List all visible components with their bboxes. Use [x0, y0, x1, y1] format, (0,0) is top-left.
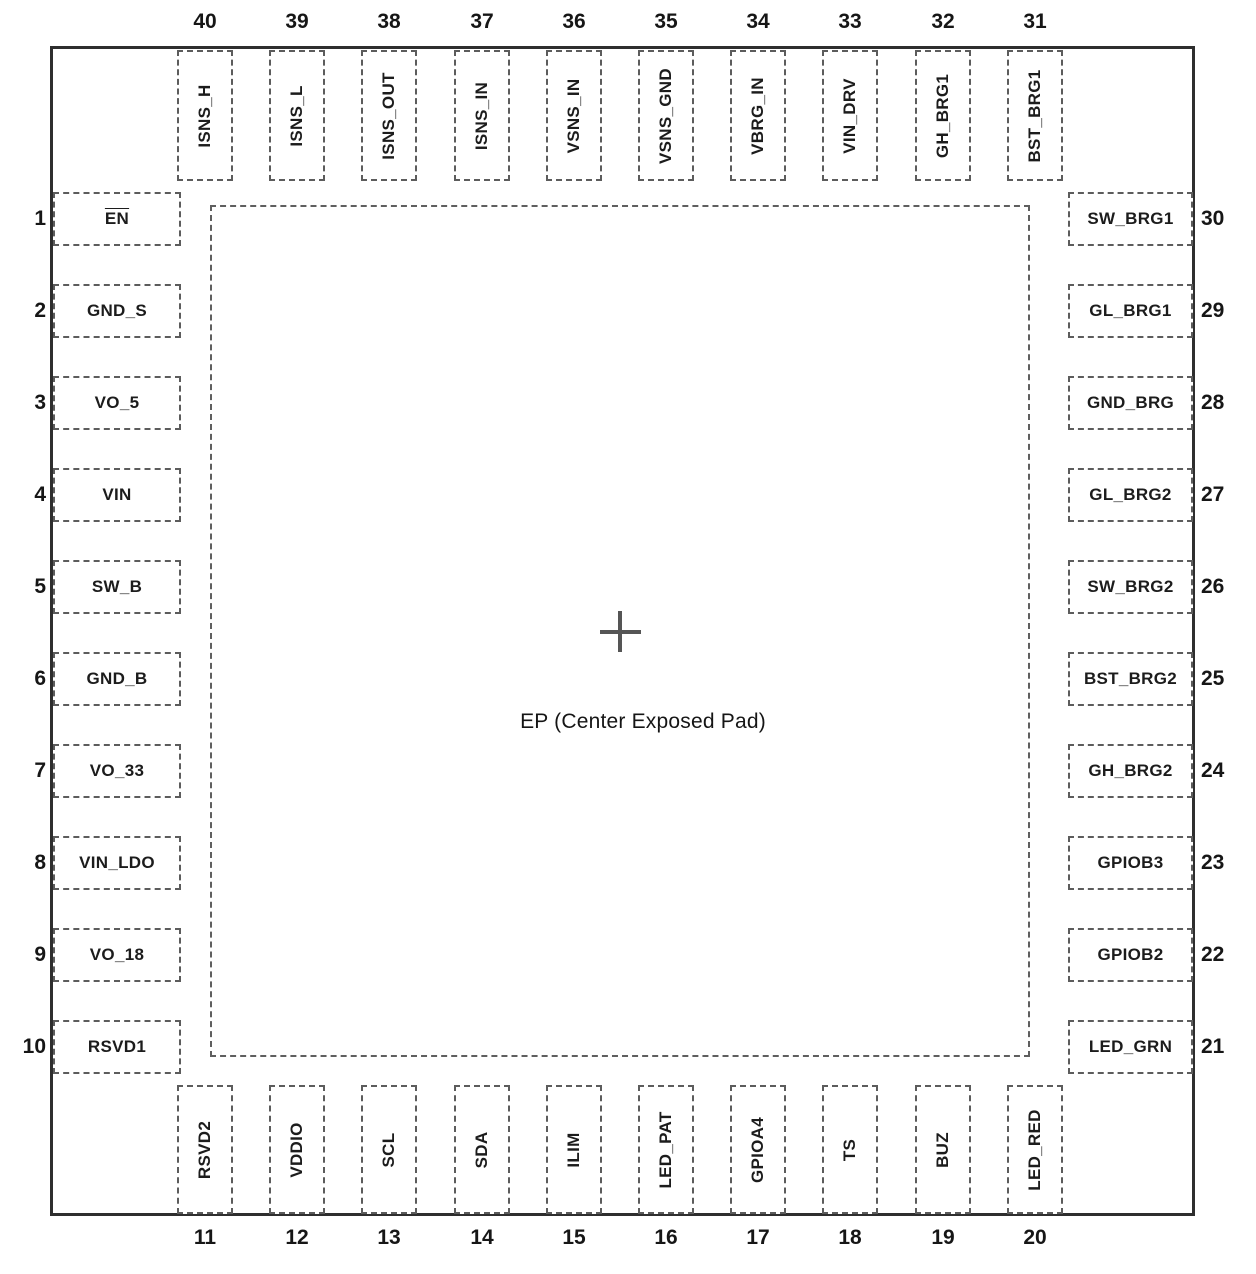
pin-40-box — [177, 50, 233, 181]
pin-37-label: ISNS_IN — [472, 81, 491, 150]
pin-12-box — [269, 1085, 325, 1214]
pin-8-label: VIN_LDO — [79, 853, 155, 872]
pin-18-label: TS — [840, 1138, 859, 1161]
pin-34-box — [730, 50, 786, 181]
pin-28-label: GND_BRG — [1086, 393, 1175, 412]
pin-3-number: 3 — [34, 391, 46, 414]
pin-4-box — [53, 468, 181, 522]
pin-5-number: 5 — [34, 575, 46, 598]
pin-6-box — [53, 652, 181, 706]
pin-33-number: 33 — [838, 10, 862, 33]
pin-16-label: LED_PAT — [656, 1110, 675, 1189]
pin-24-label: GH_BRG2 — [1088, 761, 1173, 780]
pin-27-number: 27 — [1201, 483, 1225, 506]
pin-37-number: 37 — [470, 10, 494, 33]
pin-14-number: 14 — [470, 1226, 494, 1249]
pin-22-number: 22 — [1201, 943, 1225, 966]
pin-19-box — [915, 1085, 971, 1214]
pin-7-number: 7 — [34, 759, 46, 782]
pin-36-label: VSNS_IN — [564, 78, 583, 153]
pin-2-label: GND_S — [86, 301, 148, 320]
pin-38-box — [361, 50, 417, 181]
pin-18-number: 18 — [838, 1226, 862, 1249]
pin-16-number: 16 — [654, 1226, 678, 1249]
pin-29-number: 29 — [1201, 299, 1225, 322]
pin-3-label: VO_5 — [94, 393, 140, 412]
pin-13-box — [361, 1085, 417, 1214]
exposed-pad-label: EP (Center Exposed Pad) — [520, 710, 766, 733]
pin-21-number: 21 — [1201, 1035, 1225, 1058]
pin-24-number: 24 — [1201, 759, 1225, 782]
pin-4-number: 4 — [34, 483, 46, 506]
pin-10-number: 10 — [22, 1035, 46, 1058]
pin-13-number: 13 — [377, 1226, 401, 1249]
pin-38-label: ISNS_OUT — [379, 71, 398, 160]
pin-40-label: ISNS_H — [195, 83, 214, 148]
pin-4-label: VIN — [102, 485, 132, 504]
pin-26-number: 26 — [1201, 575, 1225, 598]
pin-22-box — [1068, 928, 1193, 982]
pin-1-label: $\overline{EN}$ — [104, 209, 130, 228]
pin-20-label: LED_RED — [1025, 1108, 1044, 1191]
pin-1-number: 1 — [34, 207, 46, 230]
pin-12-label: VDDIO — [287, 1121, 306, 1178]
pin-10-label: RSVD1 — [87, 1037, 147, 1056]
pin-32-box — [915, 50, 971, 181]
pin-31-number: 31 — [1023, 10, 1047, 33]
pin-20-box — [1007, 1085, 1063, 1214]
pin-27-box — [1068, 468, 1193, 522]
pin-32-number: 32 — [931, 10, 955, 33]
pin-23-number: 23 — [1201, 851, 1225, 874]
pin-19-number: 19 — [931, 1226, 955, 1249]
pin-11-box — [177, 1085, 233, 1214]
pin-40-number: 40 — [193, 10, 217, 33]
pin-27-label: GL_BRG2 — [1089, 485, 1172, 504]
pin-35-box — [638, 50, 694, 181]
pin-22-label: GPIOB2 — [1097, 945, 1164, 964]
pin-23-box — [1068, 836, 1193, 890]
pin-3-box — [53, 376, 181, 430]
pin-1-box — [53, 192, 181, 246]
pin-15-number: 15 — [562, 1226, 586, 1249]
pin-6-label: GND_B — [86, 669, 148, 688]
pin-20-number: 20 — [1023, 1226, 1047, 1249]
pin-10-box — [53, 1020, 181, 1074]
pin-19-label: BUZ — [933, 1131, 952, 1168]
pin-39-box — [269, 50, 325, 181]
pin-18-box — [822, 1085, 878, 1214]
pin-24-box — [1068, 744, 1193, 798]
pin-36-number: 36 — [562, 10, 586, 33]
pin-38-number: 38 — [377, 10, 401, 33]
pin-30-box — [1068, 192, 1193, 246]
pin-37-box — [454, 50, 510, 181]
pin-34-number: 34 — [746, 10, 770, 33]
pin-8-number: 8 — [34, 851, 46, 874]
pin-9-box — [53, 928, 181, 982]
pin-30-label: SW_BRG1 — [1087, 209, 1174, 228]
pin-26-box — [1068, 560, 1193, 614]
pin-11-label: RSVD2 — [195, 1120, 214, 1179]
pin-25-number: 25 — [1201, 667, 1225, 690]
pin-33-box — [822, 50, 878, 181]
pin-2-number: 2 — [34, 299, 46, 322]
pin-33-label: VIN_DRV — [840, 77, 859, 154]
pin-29-box — [1068, 284, 1193, 338]
pin-12-number: 12 — [285, 1226, 309, 1249]
pin-16-box — [638, 1085, 694, 1214]
pin-39-label: ISNS_L — [287, 84, 306, 147]
pin-21-box — [1068, 1020, 1193, 1074]
pin-36-box — [546, 50, 602, 181]
pin-7-label: VO_33 — [89, 761, 145, 780]
pin-31-box — [1007, 50, 1063, 181]
pin-8-box — [53, 836, 181, 890]
pin-26-label: SW_BRG2 — [1087, 577, 1174, 596]
pin-14-label: SDA — [472, 1131, 491, 1168]
pin-25-label: BST_BRG2 — [1083, 669, 1178, 688]
pin-14-box — [454, 1085, 510, 1214]
pin-2-box — [53, 284, 181, 338]
pin-28-number: 28 — [1201, 391, 1225, 414]
pin-17-box — [730, 1085, 786, 1214]
pin-5-box — [53, 560, 181, 614]
pin-13-label: SCL — [379, 1132, 398, 1167]
pin-34-label: VBRG_IN — [748, 76, 767, 155]
pin-35-label: VSNS_GND — [656, 67, 675, 164]
pin-35-number: 35 — [654, 10, 678, 33]
pin-28-box — [1068, 376, 1193, 430]
pin-5-label: SW_B — [91, 577, 143, 596]
pin-25-box — [1068, 652, 1193, 706]
pin-29-label: GL_BRG1 — [1089, 301, 1172, 320]
pin-23-label: GPIOB3 — [1097, 853, 1164, 872]
pin-31-label: BST_BRG1 — [1025, 68, 1044, 163]
pin-11-number: 11 — [193, 1226, 217, 1249]
pin-39-number: 39 — [285, 10, 309, 33]
pin-17-number: 17 — [746, 1226, 770, 1249]
pin-17-label: GPIOA4 — [748, 1116, 767, 1183]
pin-32-label: GH_BRG1 — [933, 73, 952, 158]
pin-15-box — [546, 1085, 602, 1214]
pin-15-label: ILIM — [564, 1131, 583, 1168]
pin-30-number: 30 — [1201, 207, 1225, 230]
pin-7-box — [53, 744, 181, 798]
pin-6-number: 6 — [34, 667, 46, 690]
center-cross-icon — [618, 611, 622, 652]
pin-9-label: VO_18 — [89, 945, 145, 964]
pin-21-label: LED_GRN — [1088, 1037, 1173, 1056]
pin-9-number: 9 — [34, 943, 46, 966]
